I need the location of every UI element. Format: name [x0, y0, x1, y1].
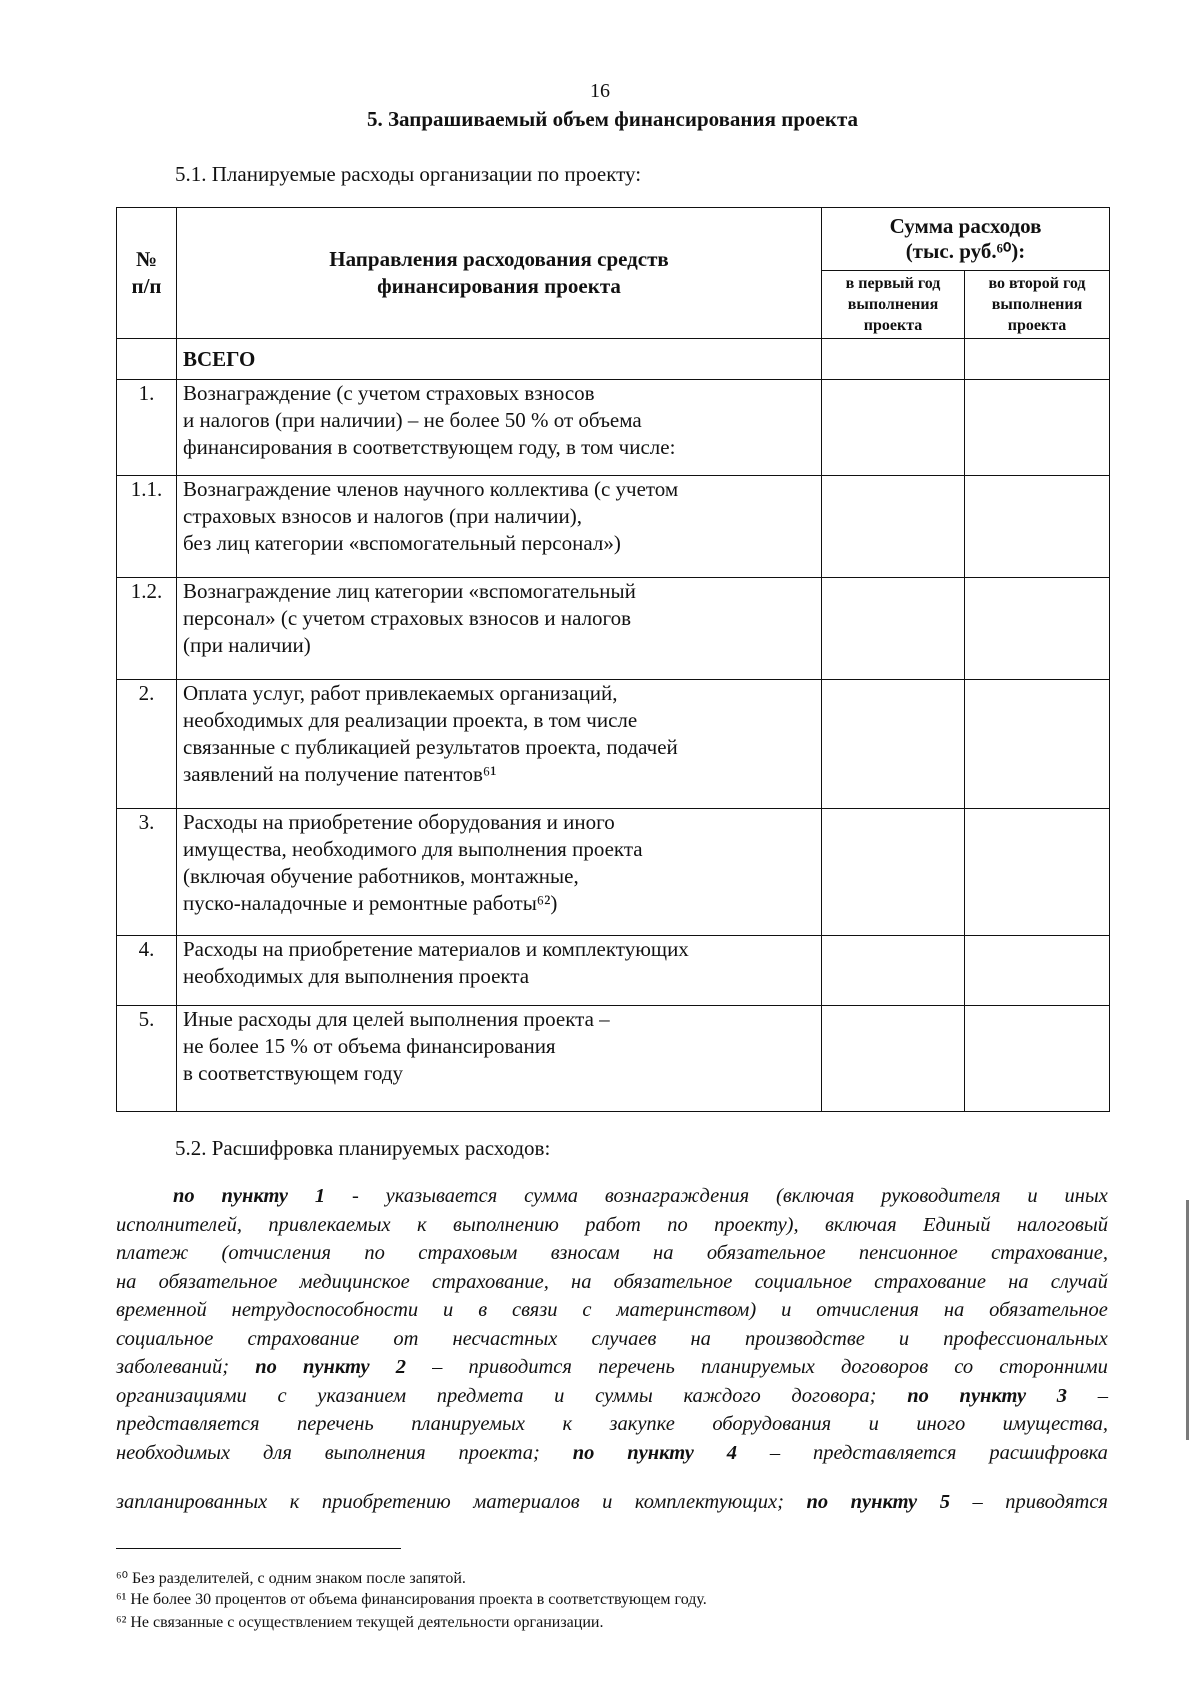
- paragraph-word: перечень: [598, 1356, 675, 1378]
- bold-item-reference: 3: [1056, 1384, 1068, 1407]
- paragraph-word: взносам: [550, 1242, 620, 1264]
- paragraph-word: для: [263, 1441, 292, 1464]
- row-direction: Расходы на приобретение материалов и комплектующих необходимых для выполнения проекта: [177, 936, 822, 1006]
- page-number: 16: [590, 80, 610, 102]
- table-row: [117, 1006, 1110, 1112]
- row-direction: Вознаграждение членов научного коллектива (с учетом страховых взносов и налогов (при наличии), без лиц категории «вспомогательный персонал»): [177, 476, 822, 578]
- paragraph-word: материнством): [616, 1299, 757, 1321]
- paragraph-word: указанием: [317, 1384, 407, 1407]
- paragraph-word: необходимых: [116, 1441, 231, 1464]
- paragraph-word: –: [972, 1491, 983, 1513]
- paragraph-word: пенсионное: [858, 1242, 958, 1264]
- paragraph-word: имущества,: [1002, 1413, 1108, 1435]
- paragraph-word: и: [554, 1384, 565, 1407]
- paragraph-word: включая: [825, 1213, 897, 1236]
- row-year2-amount[interactable]: [965, 339, 1110, 380]
- header-year2: во второй год выполнения проекта: [965, 271, 1110, 339]
- paragraph-word: налоговый: [1016, 1213, 1108, 1236]
- scan-edge-mark: [1186, 1200, 1189, 1440]
- paragraph-word: –: [1097, 1384, 1108, 1407]
- paragraph-word: работ: [585, 1213, 641, 1236]
- table-row: [117, 578, 1110, 680]
- row-year2-amount[interactable]: [965, 809, 1110, 936]
- paragraph-word: привлекаемых: [268, 1213, 391, 1236]
- footnote-divider: [116, 1548, 401, 1549]
- paragraph-word: Единый: [923, 1213, 991, 1236]
- paragraph-word: случаев: [591, 1327, 657, 1350]
- paragraph-word: (отчисления: [221, 1242, 332, 1264]
- row-number: 3.: [117, 809, 177, 936]
- row-direction: Иные расходы для целей выполнения проекта – не более 15 % от объема финансирования в соответствующем году: [177, 1006, 822, 1112]
- row-year1-amount[interactable]: [822, 680, 965, 809]
- paragraph-word: иных: [1064, 1185, 1108, 1207]
- paragraph-line: [116, 1211, 1108, 1240]
- bold-item-reference: 1: [314, 1185, 326, 1207]
- paragraph-word: и: [868, 1413, 879, 1435]
- bold-item-reference: пункту: [959, 1384, 1027, 1407]
- row-year1-amount[interactable]: [822, 476, 965, 578]
- paragraph-word: обязательное: [989, 1299, 1108, 1321]
- bold-item-reference: по: [907, 1384, 929, 1407]
- header-year1: в первый год выполнения проекта: [822, 271, 965, 339]
- paragraph-word: медицинское: [299, 1270, 410, 1293]
- paragraph-line: [116, 1182, 1108, 1211]
- paragraph-word: предмета: [436, 1384, 524, 1407]
- paragraph-line: [116, 1439, 1108, 1468]
- paragraph-word: выполнения: [324, 1441, 426, 1464]
- paragraph-word: со: [954, 1356, 974, 1378]
- paragraph-word: -: [351, 1185, 359, 1207]
- footnote-61: ⁶¹ Не более 30 процентов от объема финансирования проекта в соответствующем году.: [116, 1591, 707, 1608]
- paragraph-word: страхование: [874, 1270, 986, 1293]
- paragraph-word: связи: [511, 1299, 558, 1321]
- paragraph-word: на: [571, 1270, 592, 1293]
- paragraph-word: социальное: [754, 1270, 852, 1293]
- paragraph-word: обязательное: [706, 1242, 826, 1264]
- paragraph-word: иного: [916, 1413, 966, 1435]
- bold-item-reference: пункту: [627, 1441, 694, 1464]
- paragraph-line: [116, 1325, 1108, 1354]
- paragraph-word: случай: [1050, 1270, 1108, 1293]
- paragraph-word: каждого: [683, 1384, 761, 1407]
- bold-item-reference: по: [806, 1491, 829, 1513]
- expense-breakdown-paragraph: [116, 1182, 1108, 1517]
- footnote-62: ⁶² Не связанные с осуществлением текущей деятельности организации.: [116, 1614, 604, 1631]
- table-row: [117, 380, 1110, 476]
- footnote-60: ⁶⁰ Без разделителей, с одним знаком после запятой.: [116, 1570, 466, 1587]
- bold-item-reference: пункту: [221, 1185, 289, 1207]
- paragraph-word: планируемых: [701, 1356, 815, 1378]
- paragraph-word: на: [690, 1327, 711, 1350]
- paragraph-word: проекта;: [458, 1441, 540, 1464]
- paragraph-word: к: [416, 1213, 427, 1236]
- paragraph-word: обязательное: [613, 1270, 733, 1293]
- header-sum: Сумма расходов (тыс. руб.⁶⁰):: [822, 208, 1110, 271]
- paragraph-word: оборудования: [712, 1413, 832, 1435]
- paragraph-word: производстве: [744, 1327, 865, 1350]
- paragraph-line: [116, 1296, 1108, 1325]
- paragraph-word: на: [943, 1299, 965, 1321]
- paragraph-word: договоров: [841, 1356, 929, 1378]
- paragraph-word: и: [602, 1491, 613, 1513]
- paragraph-word: приобретению: [321, 1491, 451, 1513]
- paragraph-word: в: [478, 1299, 488, 1321]
- bold-item-reference: 2: [395, 1356, 406, 1378]
- row-number: 1.2.: [117, 578, 177, 680]
- paragraph-word: несчастных: [452, 1327, 558, 1350]
- paragraph-word: материалов: [473, 1491, 580, 1513]
- bold-item-reference: по: [255, 1356, 277, 1378]
- paragraph-word: исполнителей,: [116, 1213, 243, 1236]
- header-number: № п/п: [117, 208, 177, 339]
- paragraph-line: [116, 1268, 1108, 1297]
- paragraph-line: [116, 1239, 1108, 1268]
- row-year2-amount[interactable]: [965, 1006, 1110, 1112]
- paragraph-word: страховым: [418, 1242, 518, 1264]
- header-direction: Направления расходования средств финансирования проекта: [177, 208, 822, 339]
- paragraph-word: суммы: [595, 1384, 653, 1407]
- subsection-heading-5-1: 5.1. Планируемые расходы организации по проекту:: [175, 162, 642, 186]
- paragraph-word: приводятся: [1005, 1491, 1108, 1513]
- row-year1-amount[interactable]: [822, 578, 965, 680]
- row-direction: Расходы на приобретение оборудования и иного имущества, необходимого для выполнения проекта (включая обучение работников, монтажные, пуско-наладочные и ремонтные работы⁶²): [177, 809, 822, 936]
- paragraph-word: по: [667, 1213, 688, 1236]
- paragraph-word: страхование,: [991, 1242, 1108, 1264]
- paragraph-word: закупке: [609, 1413, 675, 1435]
- row-year2-amount[interactable]: [965, 936, 1110, 1006]
- table-row: [117, 680, 1110, 809]
- bold-item-reference: 5: [939, 1491, 950, 1513]
- row-year2-amount[interactable]: [965, 380, 1110, 476]
- paragraph-word: обязательное: [158, 1270, 278, 1293]
- paragraph-word: к: [562, 1413, 573, 1435]
- paragraph-line: [116, 1353, 1108, 1382]
- paragraph-word: нетрудоспособности: [231, 1299, 419, 1321]
- table-row: [117, 936, 1110, 1006]
- paragraph-word: страхование,: [431, 1270, 549, 1293]
- paragraph-word: временной: [116, 1299, 207, 1321]
- paragraph-word: указывается: [385, 1185, 498, 1207]
- row-direction: Вознаграждение (с учетом страховых взносов и налогов (при наличии) – не более 50 % от объема финансирования в соответствующем году, в том числе:: [177, 380, 822, 476]
- paragraph-word: по: [364, 1242, 385, 1264]
- paragraph-word: к: [289, 1491, 300, 1513]
- row-year1-amount[interactable]: [822, 380, 965, 476]
- paragraph-word: платеж: [116, 1242, 189, 1264]
- paragraph-word: на: [653, 1242, 674, 1264]
- paragraph-word: от: [393, 1327, 419, 1350]
- paragraph-word: социальное: [116, 1327, 214, 1350]
- row-direction: Вознаграждение лиц категории «вспомогательный персонал» (с учетом страховых взносов и налогов (при наличии): [177, 578, 822, 680]
- row-number: 1.: [117, 380, 177, 476]
- paragraph-word: договора;: [791, 1384, 877, 1407]
- paragraph-word: и: [898, 1327, 910, 1350]
- row-number: 1.1.: [117, 476, 177, 578]
- paragraph-word: вознаграждения: [604, 1185, 750, 1207]
- paragraph-word: с: [582, 1299, 592, 1321]
- table-row: [117, 476, 1110, 578]
- paragraph-word: на: [1008, 1270, 1029, 1293]
- paragraph-word: планируемых: [411, 1413, 526, 1435]
- row-year1-amount[interactable]: [822, 936, 965, 1006]
- paragraph-line: [116, 1410, 1108, 1439]
- row-number: 5.: [117, 1006, 177, 1112]
- row-year2-amount[interactable]: [965, 578, 1110, 680]
- paragraph-word: приводится: [468, 1356, 572, 1378]
- paragraph-word: сумма: [524, 1185, 579, 1207]
- paragraph-word: с: [277, 1384, 287, 1407]
- paragraph-word: представляется: [812, 1441, 957, 1464]
- paragraph-word: –: [432, 1356, 443, 1378]
- bold-item-reference: по: [173, 1185, 195, 1207]
- paragraph-word: на: [116, 1270, 137, 1293]
- paragraph-line: [116, 1488, 1108, 1517]
- row-number: 2.: [117, 680, 177, 809]
- subsection-heading-5-2: 5.2. Расшифровка планируемых расходов:: [175, 1136, 551, 1160]
- section-title: 5. Запрашиваемый объем финансирования проекта: [366, 107, 859, 131]
- row-year1-amount[interactable]: [822, 1006, 965, 1112]
- row-year2-amount[interactable]: [965, 680, 1110, 809]
- bold-item-reference: пункту: [303, 1356, 370, 1378]
- paragraph-word: комплектующих;: [634, 1491, 784, 1513]
- row-number: 4.: [117, 936, 177, 1006]
- budget-table: [116, 207, 1110, 1112]
- paragraph-word: руководителя: [881, 1185, 1001, 1207]
- paragraph-word: (включая: [776, 1185, 855, 1207]
- paragraph-word: отчисления: [816, 1299, 919, 1321]
- bold-item-reference: пункту: [850, 1491, 918, 1513]
- paragraph-word: заболеваний;: [116, 1356, 230, 1378]
- paragraph-word: и: [1027, 1185, 1038, 1207]
- row-direction: ВСЕГО: [177, 339, 822, 380]
- paragraph-word: представляется: [116, 1413, 260, 1435]
- table-row: [117, 809, 1110, 936]
- paragraph-word: и: [781, 1299, 792, 1321]
- paragraph-word: страхование: [247, 1327, 360, 1350]
- row-year1-amount[interactable]: [822, 809, 965, 936]
- paragraph-line: [116, 1382, 1108, 1411]
- paragraph-word: и: [443, 1299, 454, 1321]
- paragraph-word: сторонними: [999, 1356, 1108, 1378]
- paragraph-word: –: [769, 1441, 781, 1464]
- row-number: [117, 339, 177, 380]
- paragraph-word: профессиональных: [943, 1327, 1108, 1350]
- bold-item-reference: 4: [726, 1441, 737, 1464]
- paragraph-word: выполнению: [452, 1213, 559, 1236]
- paragraph-word: перечень: [296, 1413, 374, 1435]
- paragraph-word: расшифровка: [989, 1441, 1108, 1464]
- table-row: [117, 339, 1110, 380]
- paragraph-word: организациями: [116, 1384, 247, 1407]
- row-direction: Оплата услуг, работ привлекаемых организаций, необходимых для реализации проекта, в том числе связанные с публикацией результатов проекта, подачей заявлений на получение патентов⁶¹: [177, 680, 822, 809]
- row-year1-amount[interactable]: [822, 339, 965, 380]
- bold-item-reference: по: [572, 1441, 595, 1464]
- paragraph-word: проекту),: [714, 1213, 799, 1236]
- row-year2-amount[interactable]: [965, 476, 1110, 578]
- paragraph-word: запланированных: [116, 1491, 268, 1513]
